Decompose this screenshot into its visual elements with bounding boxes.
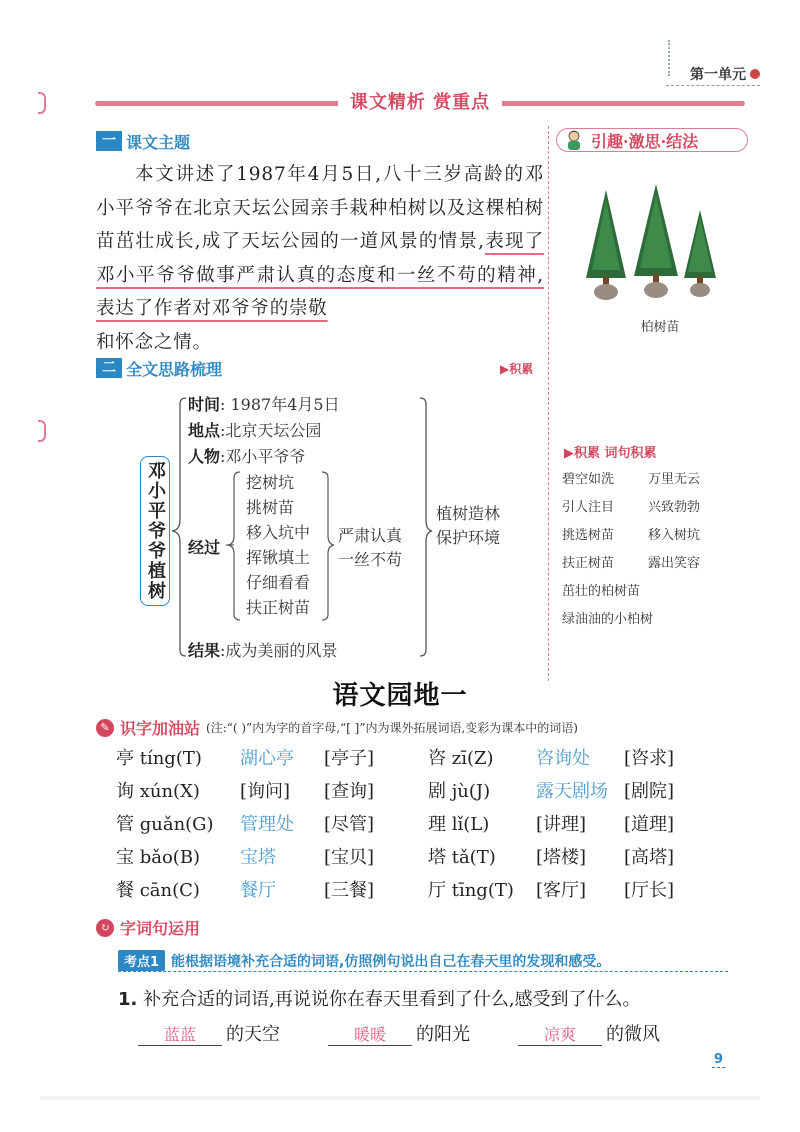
map-time xyxy=(188,392,340,415)
char-table xyxy=(116,744,696,909)
word-cell: [咨求] xyxy=(624,748,675,769)
map-result xyxy=(188,638,337,661)
char-cell: 塔 tǎ(T) xyxy=(428,847,496,868)
word-item: 兴致勃勃 xyxy=(648,500,701,515)
map-place xyxy=(188,418,321,441)
word-cell: [讲理] xyxy=(536,814,587,835)
process-label: 经过 xyxy=(188,538,221,557)
mindmap-title-text: 邓小平爷爷植树 xyxy=(145,461,166,601)
char-cell: 宝 bǎo(B) xyxy=(116,847,201,868)
word-list xyxy=(562,470,742,638)
time-value: : 1987年4月5日 xyxy=(220,395,340,414)
char-cell: 剧 jù(J) xyxy=(428,781,491,802)
sidebar-header xyxy=(556,128,748,152)
tree-icon xyxy=(684,210,716,297)
person-value: :邓小平爷爷 xyxy=(220,447,306,466)
kaodian-divider xyxy=(118,971,728,972)
person-label: 人物 xyxy=(188,447,221,466)
shizi-note: (注:“( )”内为字的首字母,“[ ]”内为课外拓展词语,变彩为课本中的词语) xyxy=(206,721,578,735)
blank-answer[interactable]: 暖暖 xyxy=(328,1022,412,1046)
word-item: 挑选树苗 xyxy=(562,528,615,543)
question-number: 1. xyxy=(118,989,138,1010)
word-row xyxy=(562,498,742,526)
word-cell: [客厅] xyxy=(536,880,587,901)
char-cell: 亭 tíng(T) xyxy=(116,748,202,769)
word-cell: [查询] xyxy=(324,781,375,802)
word-item: 扶正树苗 xyxy=(562,556,615,571)
table-row xyxy=(116,810,696,843)
word-item: 绿油油的小柏树 xyxy=(562,612,654,627)
char-cell: 管 guǎn(G) xyxy=(116,814,214,835)
attitude-item: 严肃认真 xyxy=(338,526,403,545)
step-item: 挑树苗 xyxy=(246,498,295,517)
table-row xyxy=(116,843,696,876)
step-item: 仔细看看 xyxy=(246,573,311,592)
attitude-brace xyxy=(322,472,334,620)
word-cell: [三餐] xyxy=(324,880,375,901)
step-item: 挖树坑 xyxy=(246,473,295,492)
blank-answer[interactable]: 蓝蓝 xyxy=(138,1022,222,1046)
time-label: 时间 xyxy=(188,395,221,414)
tree-caption: 柏树苗 xyxy=(640,320,680,335)
word-row xyxy=(562,526,742,554)
word-cell: [尽管] xyxy=(324,814,375,835)
result-label: 结果 xyxy=(188,641,221,660)
char-cell: 理 lǐ(L) xyxy=(428,814,490,835)
char-cell: 咨 zī(Z) xyxy=(428,748,494,769)
table-row xyxy=(116,744,696,777)
fill-blank[interactable] xyxy=(518,1020,660,1046)
map-attitude xyxy=(338,524,402,572)
main-brace xyxy=(172,398,186,656)
place-label: 地点 xyxy=(188,421,221,440)
word-cell: [亭子] xyxy=(324,748,375,769)
step-item: 扶正树苗 xyxy=(246,598,311,617)
blank-suffix: 的阳光 xyxy=(416,1024,470,1045)
word-cell: 餐厅 xyxy=(240,880,276,901)
meaning-item: 保护环境 xyxy=(436,528,501,547)
shizi-heading xyxy=(96,716,578,739)
kaodian-badge: 考点1 xyxy=(118,950,165,971)
sidebar-jilei-title: ▶积累 词句积累 xyxy=(564,446,657,461)
yuwen-title: 语文园地一 xyxy=(332,681,468,711)
char-cell: 餐 cān(C) xyxy=(116,880,200,901)
word-item: 万里无云 xyxy=(648,472,701,487)
fill-blank[interactable] xyxy=(138,1020,280,1046)
word-row xyxy=(562,470,742,498)
word-cell: [塔楼] xyxy=(536,847,587,868)
word-cell: 管理处 xyxy=(240,814,294,835)
char-cell: 厅 tīng(T) xyxy=(428,880,514,901)
meaning-brace xyxy=(420,398,432,656)
step-item: 挥锹填土 xyxy=(246,548,311,567)
map-process-label xyxy=(188,535,220,558)
tree-icon xyxy=(586,190,626,300)
unit-label: 第一单元 xyxy=(690,66,746,83)
theme-underlined-text: 表现了邓小平爷爷做事严肃认真的态度和一丝不苟的精神,表达了作者对邓爷爷的崇敬 xyxy=(96,231,544,319)
word-cell: 咨询处 xyxy=(536,748,590,769)
word-row xyxy=(562,582,742,610)
word-cell: [道理] xyxy=(624,814,675,835)
word-cell: [剧院] xyxy=(624,781,675,802)
word-item: 露出笑容 xyxy=(648,556,701,571)
section-number: 二 xyxy=(96,358,122,378)
fill-blank[interactable] xyxy=(328,1020,470,1046)
refresh-icon: ↻ xyxy=(96,919,114,937)
table-row xyxy=(116,777,696,810)
table-row xyxy=(116,876,696,909)
banner-title: 课文精析 赏重点 xyxy=(338,88,502,118)
attitude-item: 一丝不苟 xyxy=(338,550,403,569)
result-value: :成为美丽的风景 xyxy=(220,641,338,660)
bottom-band xyxy=(40,1096,760,1100)
page-number: 9 xyxy=(714,1052,724,1067)
map-steps xyxy=(246,470,310,620)
cypress-trees-image xyxy=(578,160,728,310)
ciju-title: 字词句运用 xyxy=(120,919,201,938)
ciju-heading xyxy=(96,916,200,939)
jilei-tag: ▶积累 xyxy=(500,362,534,376)
sidebar-header-text: 引趣·激思·结法 xyxy=(591,131,699,151)
word-cell: [询问] xyxy=(240,781,291,802)
word-cell: 露天剧场 xyxy=(536,781,608,802)
blank-suffix: 的微风 xyxy=(606,1024,660,1045)
section-title: 课文主题 xyxy=(126,132,191,152)
place-value: :北京天坛公园 xyxy=(220,421,322,440)
word-item: 引人注目 xyxy=(562,500,615,515)
word-cell: 湖心亭 xyxy=(240,748,294,769)
shizi-title: 识字加油站 xyxy=(120,719,201,738)
kaodian-text: 能根据语境补充合适的词语,仿照例句说出自己在春天里的发现和感受。 xyxy=(171,953,611,970)
theme-text-end: 和怀念之情。 xyxy=(96,331,212,353)
word-row xyxy=(562,610,742,638)
tree-icon xyxy=(634,184,678,298)
word-cell: [宝贝] xyxy=(324,847,375,868)
word-cell: [高塔] xyxy=(624,847,675,868)
blank-answer[interactable]: 凉爽 xyxy=(518,1022,602,1046)
word-row xyxy=(562,554,742,582)
step-item: 移入坑中 xyxy=(246,523,311,542)
word-cell: [厅长] xyxy=(624,880,675,901)
blank-suffix: 的天空 xyxy=(226,1024,280,1045)
question-text: 补充合适的词语,再说说你在春天里看到了什么,感受到了什么。 xyxy=(143,989,641,1010)
pencil-icon: ✎ xyxy=(96,719,114,737)
word-item: 碧空如洗 xyxy=(562,472,615,487)
word-cell: 宝塔 xyxy=(240,847,276,868)
map-meaning xyxy=(436,502,500,550)
steps-brace xyxy=(228,472,240,620)
word-item: 移入树坑 xyxy=(648,528,701,543)
word-item: 茁壮的柏树苗 xyxy=(562,584,641,599)
student-avatar-icon xyxy=(563,129,585,151)
question-1 xyxy=(118,985,641,1011)
kaodian-line xyxy=(118,950,610,971)
meaning-item: 植树造林 xyxy=(436,504,501,523)
map-person xyxy=(188,444,305,467)
theme-text: 本文讲述了1987年4月5日,八十三岁高龄的邓小平爷爷在北京天坛公园亲手栽种柏树以及这棵柏树苗茁壮成长,成了天坛公园的一道风景的情景, xyxy=(96,164,544,252)
section-title: 全文思路梳理 xyxy=(126,359,223,379)
section-number: 一 xyxy=(96,131,122,151)
char-cell: 询 xún(X) xyxy=(116,781,200,802)
